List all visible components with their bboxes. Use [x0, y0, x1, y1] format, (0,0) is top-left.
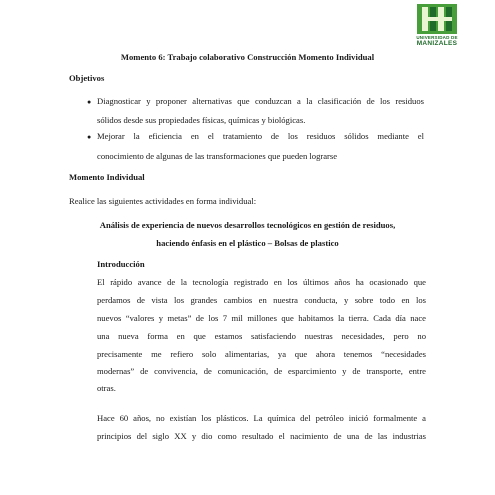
paragraph1-line: El rápido avance de la tecnología registrado en los últimos años ha ocasionado que: [97, 277, 426, 287]
university-logo: [413, 4, 461, 47]
paragraph1-line: precisamente me refiero solo alimentarias, ya que ahora tenemos “necesidades: [97, 349, 426, 359]
bullet-icon: ●: [87, 98, 92, 106]
objetivo-2-line2: conocimiento de algunas de las transformaciones que pueden lograrse: [97, 151, 338, 161]
paragraph1-line: otras.: [97, 383, 116, 393]
logo-text-line1: UNIVERSIDAD DE: [416, 35, 458, 40]
instruction-text: Realice las siguientes actividades en forma individual:: [69, 196, 257, 206]
bullet-icon: ●: [87, 133, 92, 141]
paragraph2-line: principios del siglo XX y dio como resultado el nacimiento de una de las industrias: [97, 431, 426, 441]
momento-individual-heading: Momento Individual: [69, 172, 145, 182]
intro-heading: Introducción: [97, 259, 145, 269]
analysis-title-line1: Análisis de experiencia de nuevos desarrollos tecnológicos en gestión de residuos,: [99, 220, 396, 230]
paragraph2-line: Hace 60 años, no existían los plásticos. La química del petróleo inició formalmente a: [97, 413, 426, 423]
paragraph1-line: nuevos “valores y metas” de los 7 mil millones que habitamos la tierra. Cada día nace: [97, 313, 426, 323]
paragraph1-line: perdamos de vista los grandes cambios en nuestra conducta, y sobre todo en los: [97, 295, 426, 305]
paragraph1-line: una nueva forma en que estamos satisfaciendo nuestras necesidades, pero no: [97, 331, 426, 341]
document-title: Momento 6: Trabajo colaborativo Construcción Momento Individual: [120, 52, 375, 62]
paragraph1-line: modernas” de convivencia, de comunicación, de esparcimiento y de transporte, entre: [97, 366, 426, 376]
objetivo-1-line2: sólidos desde sus propiedades físicas, químicas y biológicas.: [97, 115, 306, 125]
objetivo-2-line1: Mejorar la eficiencia en el tratamiento de los residuos sólidos mediante el: [97, 131, 424, 141]
analysis-title-line2: haciendo énfasis en el plástico – Bolsas de plastico: [156, 238, 339, 248]
university-logo-icon: [417, 4, 457, 34]
objetivos-heading: Objetivos: [69, 73, 105, 83]
objetivo-1-line1: Diagnosticar y proponer alternativas que conduzcan a la clasificación de los residuos: [97, 96, 424, 106]
logo-text-line2: MANIZALES: [416, 40, 458, 47]
